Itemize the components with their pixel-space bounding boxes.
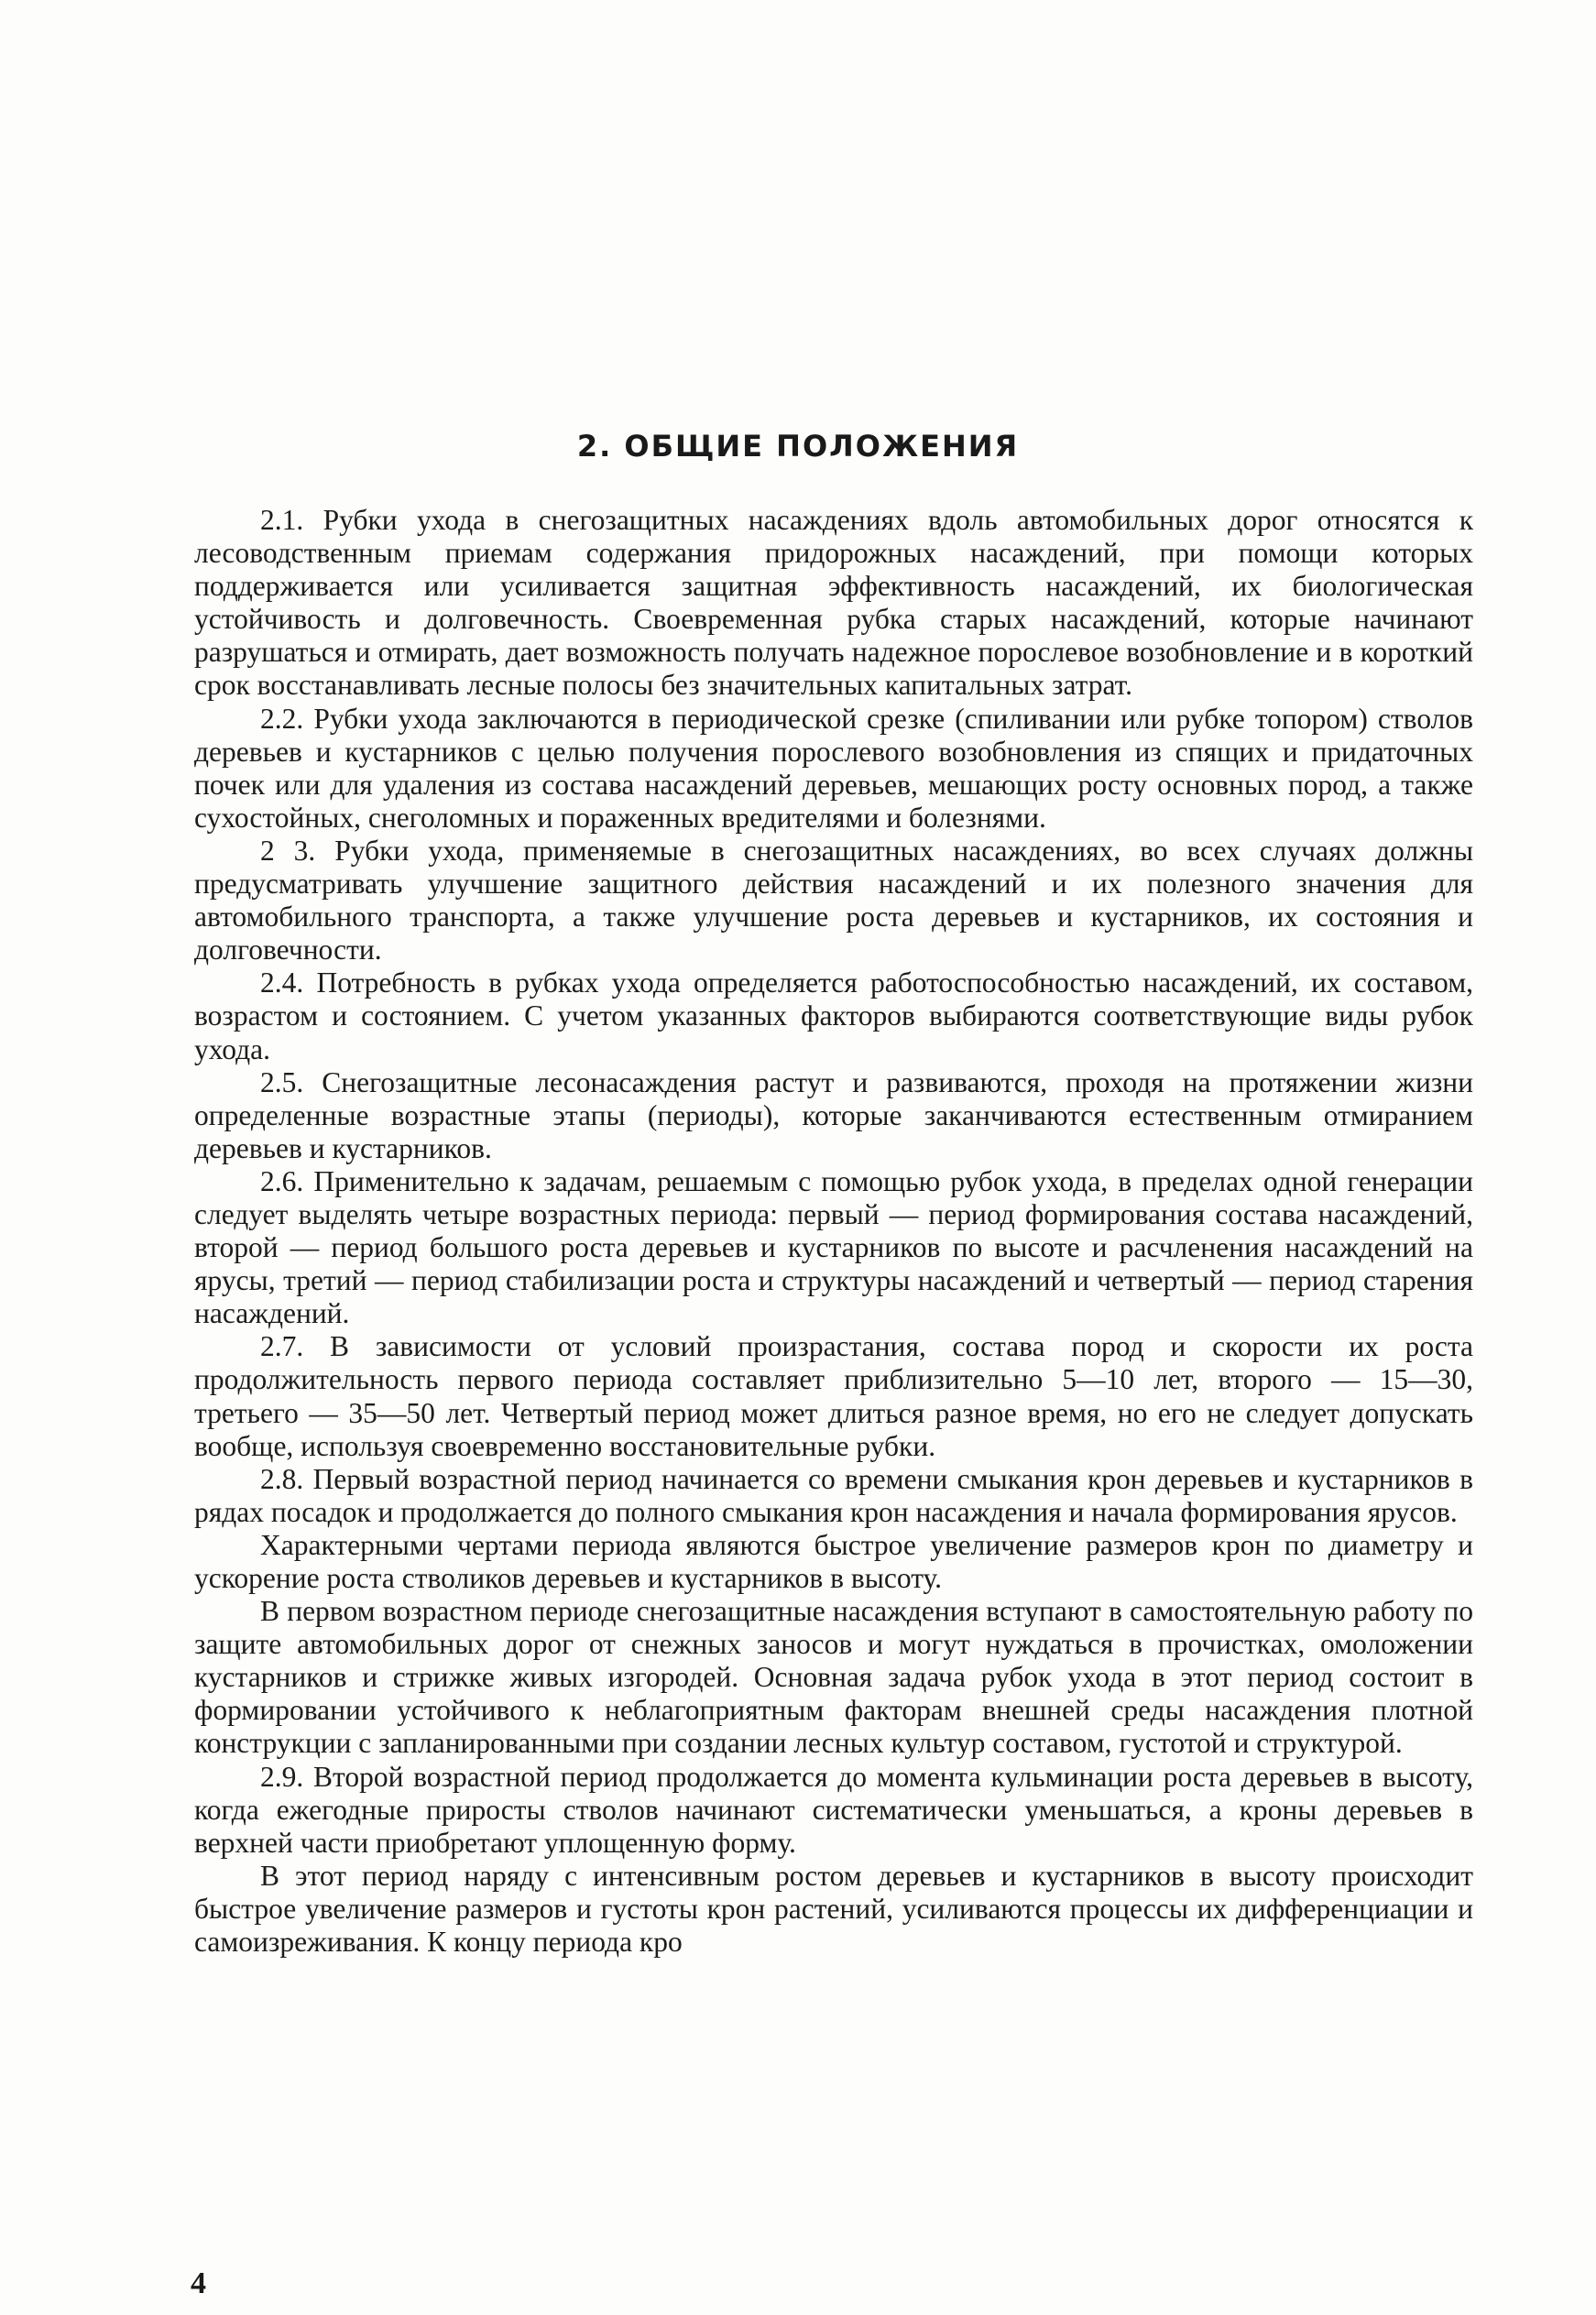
- paragraph-2-4: 2.4. Потребность в рубках ухода определяется работоспособностью насаждений, их составом, возрастом и состоянием. С учетом указанных факторов выбираются соответствующие виды рубок ухода.: [194, 966, 1473, 1065]
- body-text: [194, 504, 1473, 1959]
- paragraph-2-8-characteristics: Характерными чертами периода являются быстрое увеличение размеров крон по диаметру и ускорение роста стволиков деревьев и кустарников в высоту.: [194, 1528, 1473, 1594]
- paragraph-2-8-first-period: В первом возрастном периоде снегозащитные насаждения вступают в самостоятельную работу по защите автомобильных дорог от снежных заносов и могут нуждаться в прочистках, омоложении кустарников и стрижке живых изгородей. Основная задача рубок ухода в этот период состоит в формировании устойчивого к неблагоприятным факторам внешней среды насаждения плотной конструкции с запланированными при создании лесных культур составом, густотой и структурой.: [194, 1595, 1473, 1760]
- paragraph-2-1: 2.1. Рубки ухода в снегозащитных насаждениях вдоль автомобильных дорог относятся к лесоводственным приемам содержания придорожных насаждений, при помощи которых поддерживается или усиливается защитная эффективность насаждений, их биологическая устойчивость и долговечность. Своевременная рубка старых насаждений, которые начинают разрушаться и отмирать, дает возможность получать надежное порослевое возобновление и в короткий срок восстанавливать лесные полосы без значительных капитальных затрат.: [194, 504, 1473, 702]
- paragraph-2-3: 2 3. Рубки ухода, применяемые в снегозащитных насаждениях, во всех случаях должны предусматривать улучшение защитного действия насаждений и их полезного значения для автомобильного транспорта, а также улучшение роста деревьев и кустарников, их состояния и долговечности.: [194, 834, 1473, 966]
- page-number: 4: [191, 2266, 206, 2300]
- paragraph-2-2: 2.2. Рубки ухода заключаются в периодической срезке (спиливании или рубке топором) стволов деревьев и кустарников с целью получения порослевого возобновления из спящих и придаточных почек или для удаления из состава насаждений деревьев, мешающих росту основных пород, а также сухостойных, снеголомных и пораженных вредителями и болезнями.: [194, 702, 1473, 834]
- paragraph-2-5: 2.5. Снегозащитные лесонасаждения растут и развиваются, проходя на протяжении жизни определенные возрастные этапы (периоды), которые заканчиваются естественным отмиранием деревьев и кустарников.: [194, 1065, 1473, 1164]
- paragraph-2-8: 2.8. Первый возрастной период начинается со времени смыкания крон деревьев и кустарников в рядах посадок и продолжается до полного смыкания крон насаждения и начала формирования ярусов.: [194, 1462, 1473, 1528]
- paragraph-2-9: 2.9. Второй возрастной период продолжается до момента кульминации роста деревьев в высоту, когда ежегодные приросты стволов начинают систематически уменьшаться, а кроны деревьев в верхней части приобретают уплощенную форму.: [194, 1760, 1473, 1859]
- paragraph-2-6: 2.6. Применительно к задачам, решаемым с помощью рубок ухода, в пределах одной генерации следует выделять четыре возрастных периода: первый — период формирования состава насаждений, второй — период большого роста деревьев и кустарников по высоте и расчленения насаждений на ярусы, третий — период стабилизации роста и структуры насаждений и четвертый — период старения насаждений.: [194, 1164, 1473, 1330]
- paragraph-2-7: 2.7. В зависимости от условий произрастания, состава пород и скорости их роста продолжительность первого периода составляет приблизительно 5—10 лет, второго — 15—30, третьего — 35—50 лет. Четвертый период может длиться разное время, но его не следует допускать вообще, используя своевременно восстановительные рубки.: [194, 1330, 1473, 1462]
- paragraph-2-9-second-period: В этот период наряду с интенсивным ростом деревьев и кустарников в высоту происходит быстрое увеличение размеров и густоты крон растений, усиливаются процессы их дифференциации и самоизреживания. К концу периода кро: [194, 1859, 1473, 1959]
- section-title: 2. ОБЩИЕ ПОЛОЖЕНИЯ: [576, 429, 1020, 464]
